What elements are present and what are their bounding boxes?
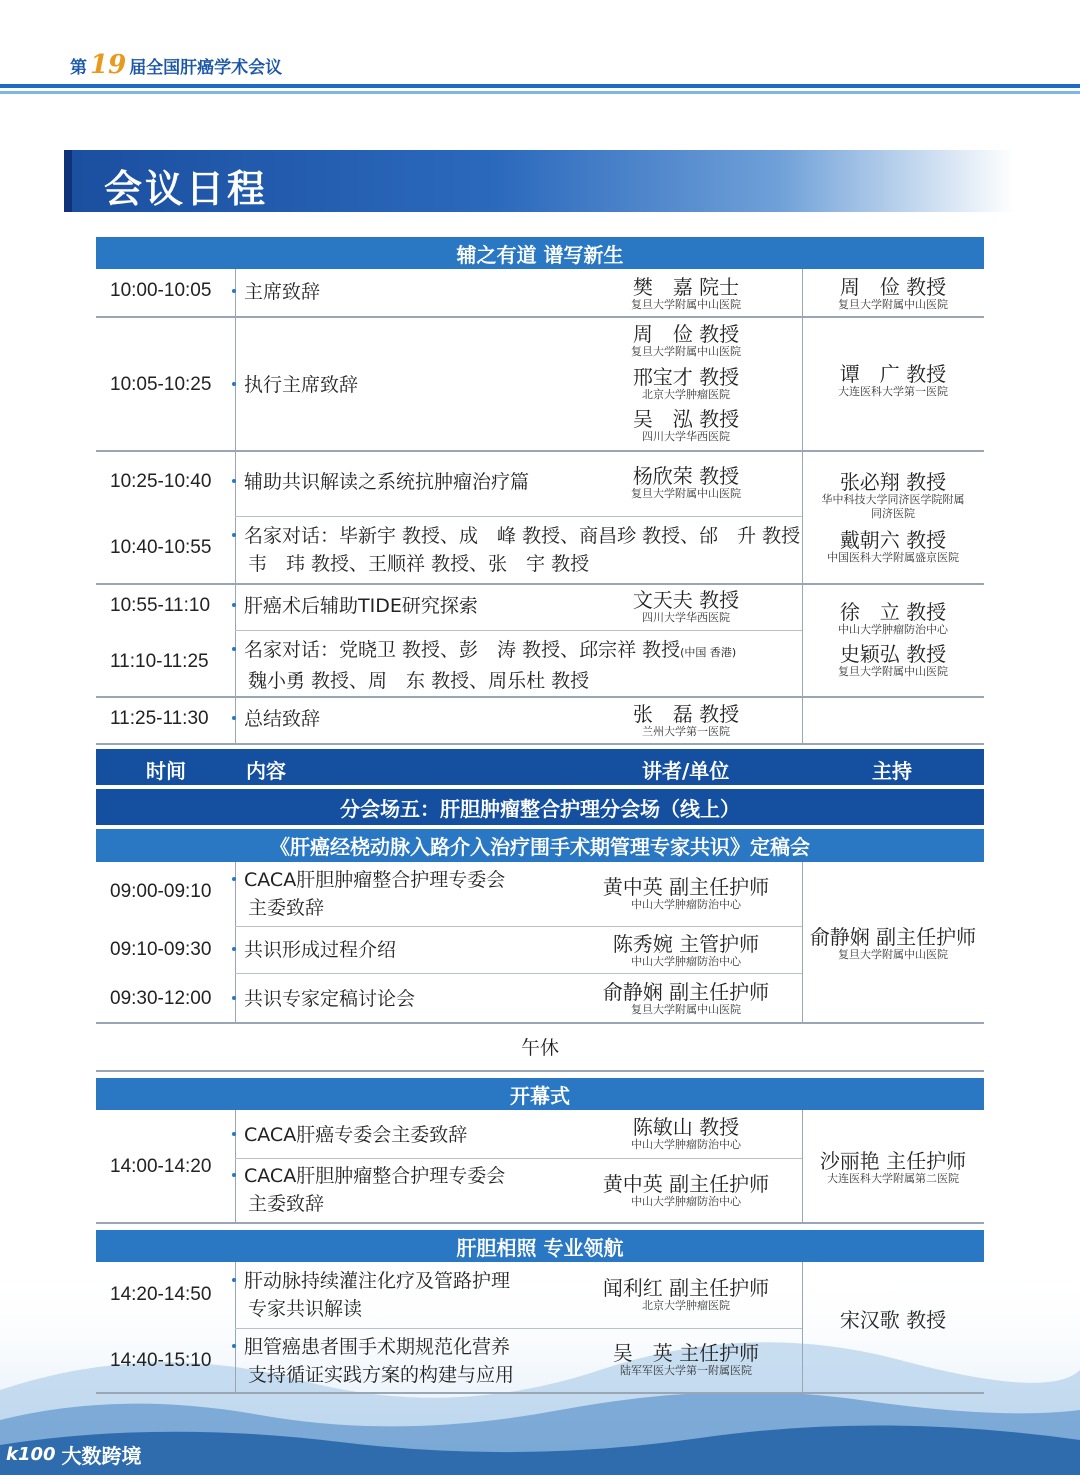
lunch-break: 午休 [520,1037,559,1059]
session5-title: 分会场五：肝胆肿瘤整合护理分会场（线上） [340,796,740,821]
speaker-affil: 北京大学肿瘤医院 [642,388,730,401]
host [806,529,980,565]
host-name: 史颖弘 教授 [839,642,947,666]
row-divider [96,583,984,585]
host-name: 徐 立 教授 [839,600,947,624]
brand-suffix: 届全国肝癌学术会议 [129,58,283,78]
speaker-name: 闻利红 副主任护师 [602,1276,770,1300]
speaker-affil: 中山大学肿瘤防治中心 [631,955,741,968]
speaker [588,981,784,1017]
speaker [600,465,772,501]
row-divider [96,1222,984,1224]
topic-text-line2: 魏小勇 教授、周 东 教授、周乐杜 教授 [248,670,590,692]
time-cell: 14:20-14:50 [110,1284,212,1305]
speaker [588,1277,784,1313]
row-divider [235,516,802,517]
row-divider [96,316,984,318]
topic-cell [232,371,358,399]
speaker-name: 吴 泓 教授 [632,407,740,431]
topic-text-line2: 主委致辞 [248,897,325,919]
host [806,1150,980,1186]
section-title: 会议日程 [104,167,269,211]
topic-cell [232,1162,505,1218]
row-divider [235,973,802,974]
speaker-affil: 复旦大学附属中山医院 [631,298,741,311]
speaker-name: 邢宝才 教授 [632,365,740,389]
topic-text: 总结致辞 [244,708,321,730]
divider [802,269,803,744]
watermark-logo: k100 [6,1444,56,1465]
speaker-name: 陈秀婉 主管护师 [612,932,760,956]
topic-cell [232,278,320,306]
topic-cell [232,1333,514,1389]
speaker-affil: 北京大学肿瘤医院 [642,1299,730,1312]
speaker-name: 黄中英 副主任护师 [602,875,770,899]
session5-subtitle: 《肝癌经桡动脉入路介入治疗围手术期管理专家共识》定稿会 [270,835,810,859]
table-header [96,749,984,785]
topic-cell [232,985,415,1013]
topic-text-line2: 支持循证实践方案的构建与应用 [248,1364,515,1386]
host-affil: 复旦大学附属中山医院 [838,298,948,311]
speaker [588,1173,784,1209]
watermark [6,1440,142,1469]
brand-prefix: 第 [70,58,87,78]
block1-title-bar [96,237,984,269]
topic-text: 肝癌术后辅助TIDE研究探索 [244,595,478,617]
host-affil: 大连医科大学第一医院 [838,385,948,398]
speaker-affil: 中山大学肿瘤防治中心 [631,898,741,911]
speaker-affil: 复旦大学附属中山医院 [631,345,741,358]
speaker [600,1116,772,1152]
opening-title-bar [96,1078,984,1110]
topic-text-line2: 韦 玮 教授、王顺祥 教授、张 宇 教授 [248,553,590,575]
host-name: 戴朝六 教授 [839,528,947,552]
topic-text: 辅助共识解读之系统抗肿瘤治疗篇 [244,471,530,493]
row-divider [96,1070,984,1072]
time-cell: 14:00-14:20 [110,1156,212,1177]
speaker-affil: 兰州大学第一医院 [642,725,730,738]
host [806,471,980,521]
time-cell: 09:30-12:00 [110,988,212,1009]
time-cell: 10:00-10:05 [110,280,212,301]
time-cell: 10:55-11:10 [110,595,211,616]
speaker [600,366,772,402]
session5-subtitle-bar [96,829,984,862]
host-affil: 中山大学肿瘤防治中心 [838,623,948,636]
speaker-name: 周 俭 教授 [632,322,740,346]
row-divider [235,1158,802,1159]
divider [802,1110,803,1223]
speaker [600,408,772,444]
host [806,276,980,312]
speaker-affil: 四川大学华西医院 [642,430,730,443]
speaker-name: 陈敏山 教授 [632,1115,740,1139]
topic-text-line2: 主委致辞 [248,1193,325,1215]
speaker-name: 樊 嘉 院士 [632,275,740,299]
speaker-name: 杨欣荣 教授 [632,464,740,488]
speaker [600,589,772,625]
header-time: 时间 [146,759,186,783]
host-affil: 复旦大学附属中山医院 [838,665,948,678]
header-divider [0,84,1080,88]
speaker [600,276,772,312]
header-host: 主持 [872,759,912,783]
topic-text: 主席致辞 [244,281,321,303]
topic-cell [232,936,396,964]
speaker-name: 文天夫 教授 [632,588,740,612]
topic-text: 共识形成过程介绍 [244,939,397,961]
topic-cell [232,592,478,620]
time-cell: 10:05-10:25 [110,374,212,395]
topic-text: 名家对话：毕新宇 教授、成 峰 教授、商昌珍 教授、邰 升 教授 [244,525,801,547]
block4-title-bar [96,1230,984,1262]
brand-number: 19 [90,50,127,80]
time-cell: 09:10-09:30 [110,939,212,960]
speaker-affil: 复旦大学附属中山医院 [631,1003,741,1016]
row-divider [235,630,802,631]
topic-cell [232,468,529,496]
topic-text: CACA肝胆肿瘤整合护理专委会 [244,1165,506,1187]
host-name: 张必翔 教授 [839,470,947,494]
block4-title: 肝胆相照 专业领航 [456,1235,624,1260]
speaker [588,1342,784,1378]
topic-cell [232,705,320,733]
row-divider [96,1392,984,1394]
host-affil-line2: 同济医院 [871,507,915,520]
time-cell: 11:10-11:25 [110,651,209,672]
topic-cell [232,636,736,695]
speaker-affil: 复旦大学附属中山医院 [631,487,741,500]
watermark-text: 大数跨境 [61,1444,142,1468]
speaker [588,933,784,969]
host-name: 宋汉歌 教授 [839,1308,947,1332]
time-cell: 10:25-10:40 [110,471,212,492]
topic-text: 肝动脉持续灌注化疗及管路护理 [244,1270,511,1292]
speaker [600,703,772,739]
time-cell: 10:40-10:55 [110,537,212,558]
speaker-affil: 陆军军医大学第一附属医院 [620,1364,752,1377]
divider [802,862,803,1022]
topic-cell [232,866,505,922]
row-divider [235,926,802,927]
host-affil: 大连医科大学附属第二医院 [827,1172,959,1185]
topic-text-line2: 专家共识解读 [248,1298,363,1320]
speaker-affil: 中山大学肿瘤防治中心 [631,1195,741,1208]
host-affil: 复旦大学附属中山医院 [838,948,948,961]
topic-note: (中国 香港) [680,646,737,659]
host [806,643,980,679]
host-affil: 中国医科大学附属盛京医院 [827,551,959,564]
speaker-name: 俞静娴 副主任护师 [602,980,770,1004]
topic-cell [232,1267,510,1323]
host [806,601,980,637]
topic-cell [232,522,800,578]
topic-text: 胆管癌患者围手术期规范化营养 [244,1336,511,1358]
header-divider-light [0,91,1080,94]
time-cell: 09:00-09:10 [110,881,212,902]
time-cell: 11:25-11:30 [110,708,209,729]
opening-title: 开幕式 [510,1083,570,1108]
row-divider [96,743,984,745]
row-divider [96,1022,984,1024]
topic-text: 共识专家定稿讨论会 [244,988,416,1010]
host [806,926,980,962]
topic-text: CACA肝癌专委会主委致辞 [244,1124,468,1146]
block1-title: 辅之有道 谱写新生 [456,242,624,267]
speaker-affil: 四川大学华西医院 [642,611,730,624]
row-divider [235,1328,802,1329]
row-divider [96,450,984,452]
host-affil: 华中科技大学同济医学院附属 [821,493,965,506]
speaker-affil: 中山大学肿瘤防治中心 [631,1138,741,1151]
host [806,1309,980,1331]
topic-text: 执行主席致辞 [244,374,359,396]
speaker-name: 黄中英 副主任护师 [602,1172,770,1196]
header-content: 内容 [246,759,286,783]
header-speaker: 讲者/单位 [642,759,730,783]
topic-text: CACA肝胆肿瘤整合护理专委会 [244,869,506,891]
session5-title-bar [96,789,984,825]
section-banner [64,150,1014,212]
divider [802,1262,803,1392]
speaker-name: 张 磊 教授 [632,702,740,726]
speaker [600,323,772,359]
host-name: 周 俭 教授 [839,275,947,299]
time-cell: 14:40-15:10 [110,1350,212,1371]
speaker-name: 吴 英 主任护师 [612,1341,760,1365]
host-name: 俞静娴 副主任护师 [809,925,977,949]
conference-brand [70,50,282,80]
row-divider [96,696,984,698]
host [806,363,980,399]
topic-text: 名家对话：党晓卫 教授、彭 涛 教授、邱宗祥 教授 [244,639,681,661]
host-name: 沙丽艳 主任护师 [819,1149,967,1173]
speaker [588,876,784,912]
host-name: 谭 广 教授 [839,362,947,386]
topic-cell [232,1121,467,1149]
